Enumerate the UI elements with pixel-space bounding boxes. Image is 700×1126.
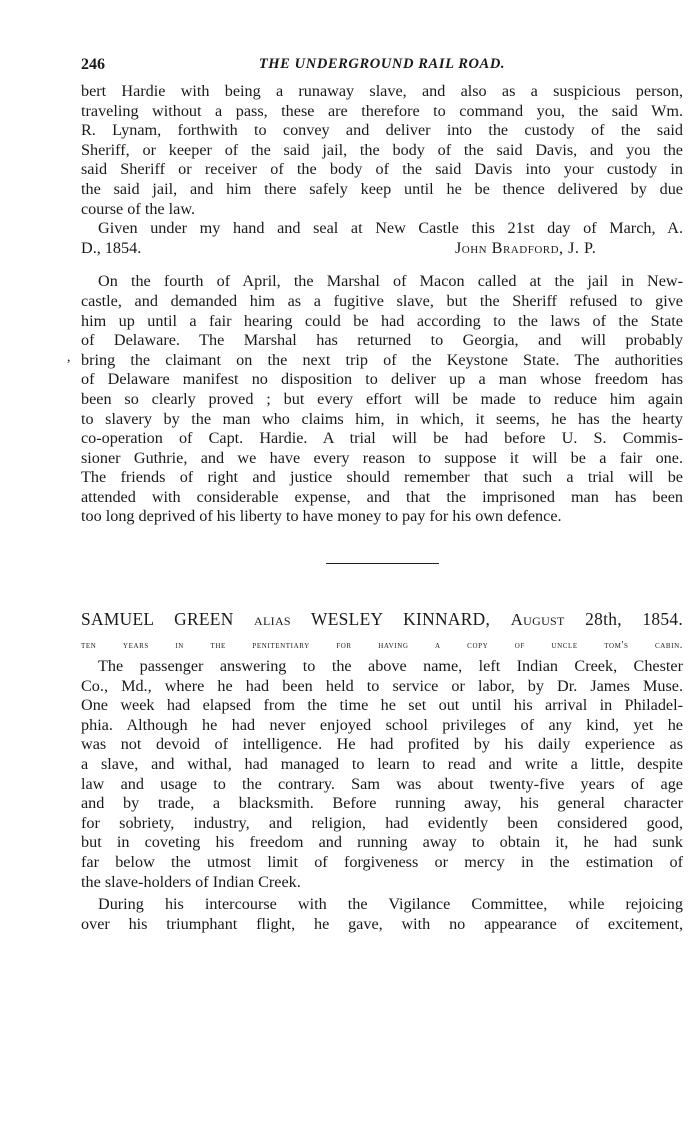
text-line: of Delaware manifest no disposition to deliver up a man whose freedom has xyxy=(81,370,683,389)
text-line: to slavery by the man who claims him, in which, it seems, he has the hearty xyxy=(81,409,683,428)
page-number: 246 xyxy=(81,56,105,73)
section-heading xyxy=(81,608,683,631)
text-line: the said jail, and him there safely keep until he be thence delivered by due xyxy=(81,179,683,198)
text-line: for sobriety, industry, and religion, had evidently been considered good, xyxy=(81,813,683,832)
heading-name: SAMUEL GREEN xyxy=(81,609,234,630)
text-line: traveling without a pass, these are therefore to command you, the said Wm. xyxy=(81,101,683,120)
section-gap xyxy=(81,527,683,563)
text-line: castle, and demanded him as a fugitive slave, but the Sheriff refused to give xyxy=(81,291,683,310)
heading-alias: alias xyxy=(254,610,291,630)
text-line: Given under my hand and seal at New Castle this 21st day of March, A. xyxy=(98,219,683,238)
text-line: One week had elapsed from the time he set out until his arrival in Philadel- xyxy=(81,696,683,715)
text-line: was not devoid of intelligence. He had profited by his daily experience as xyxy=(81,735,683,754)
paragraph-gap xyxy=(81,258,683,272)
text-line: The passenger answering to the above name, left Indian Creek, Chester xyxy=(98,657,683,676)
stray-ink-mark: , xyxy=(67,350,71,366)
text-line: sioner Guthrie, and we have every reason to suppose it will be a fair one. xyxy=(81,448,683,467)
date-text: D., 1854. xyxy=(81,238,142,257)
text-line: On the fourth of April, the Marshal of Macon called at the jail in New- xyxy=(98,272,683,291)
paragraph-vigilance xyxy=(81,895,683,934)
paragraph-passenger xyxy=(81,657,683,892)
date-signature-line xyxy=(81,239,683,259)
text-line: attended with considerable expense, and that the imprisoned man has been xyxy=(81,487,683,506)
given-under-block xyxy=(81,219,683,258)
text-line: and by trade, a blacksmith. Before running away, his general character xyxy=(81,794,683,813)
text-line: Sheriff, or keeper of the said jail, the body of the said Davis, and you the xyxy=(81,140,683,159)
text-line: R. Lynam, forthwith to convey and deliver into the custody of the said xyxy=(81,121,683,140)
text-line: him up until a fair hearing could be had according to the laws of the State xyxy=(81,311,683,330)
paragraph-marshal xyxy=(67,272,683,527)
text-line: The friends of right and justice should remember that such a trial will be xyxy=(81,468,683,487)
text-line: been so clearly proved ; but every effort will be made to reduce him again xyxy=(81,389,683,408)
text-line: too long deprived of his liberty to have money to pay for his own defence. xyxy=(81,507,562,526)
heading-alias-name: WESLEY KINNARD, xyxy=(311,609,491,630)
signature: John Bradford, J. P. xyxy=(455,238,597,257)
text-line: phia. Although he had never enjoyed school privileges of any kind, yet he xyxy=(81,715,683,734)
text-line: of Delaware. The Marshal has returned to Georgia, and will probably xyxy=(81,331,683,350)
text-line: said Sheriff or receiver of the body of the said Davis into your custody in xyxy=(81,160,683,179)
text-line: law and usage to the contrary. Sam was about twenty-five years of age xyxy=(81,774,683,793)
text-line: a slave, and withal, had managed to learn to read and write a little, despite xyxy=(81,755,683,774)
text-line: co-operation of Capt. Hardie. A trial will be had before U. S. Commis- xyxy=(81,429,683,448)
running-head xyxy=(81,56,683,82)
text-line: Co., Md., where he had been held to service or labor, by Dr. James Muse. xyxy=(81,676,683,695)
text-line: over his triumphant flight, he gave, with no appearance of excitement, xyxy=(81,914,683,933)
running-title: THE UNDERGROUND RAIL ROAD. xyxy=(258,56,506,72)
book-page xyxy=(67,56,683,934)
section-gap xyxy=(81,564,683,608)
text-line: course of the law. xyxy=(81,199,196,218)
text-line: the slave-holders of Indian Creek. xyxy=(81,872,301,891)
section-subheading: ten years in the penitentiary for having a copy of uncle tom's cabin. xyxy=(81,640,683,652)
heading-date-month: August xyxy=(510,610,565,630)
text-line: bert Hardie with being a runaway slave, and also as a suspicious person, xyxy=(81,82,683,100)
warrant-continuation xyxy=(81,82,683,219)
text-line: far below the utmost limit of forgiveness or mercy in the estimation of xyxy=(81,853,683,871)
text-line: but in coveting his freedom and running away to obtain it, he had sunk xyxy=(81,833,683,852)
text-line: bring the claimant on the next trip of the Keystone State. The authorities xyxy=(81,350,683,369)
heading-date-rest: 28th, 1854. xyxy=(585,609,683,630)
text-line: During his intercourse with the Vigilance Committee, while rejoicing xyxy=(98,895,683,914)
